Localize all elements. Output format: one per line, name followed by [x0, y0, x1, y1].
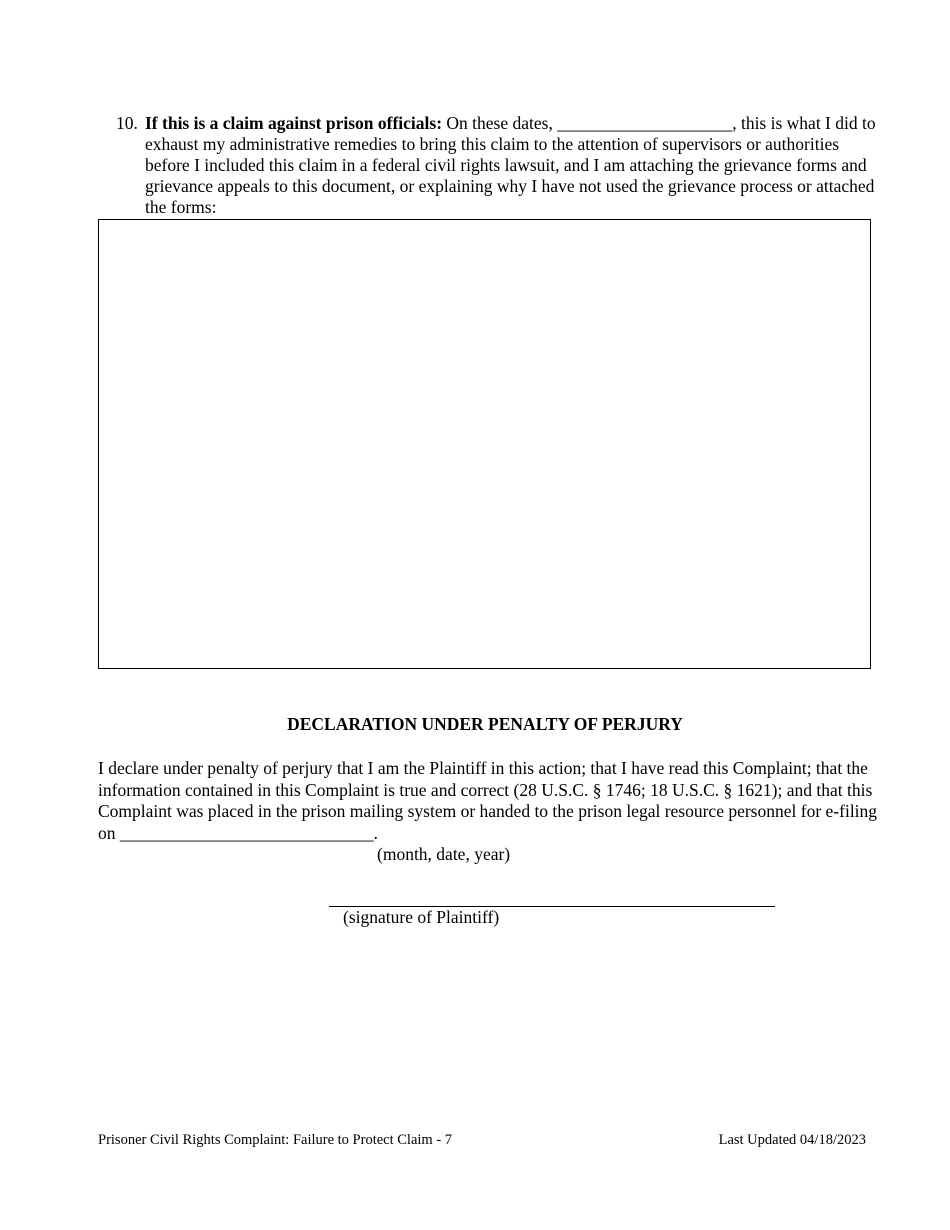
footer-title: Prisoner Civil Rights Complaint: Failure to Protect Claim - 7 — [98, 1132, 453, 1148]
footer-updated-date: Last Updated 04/18/2023 — [718, 1132, 866, 1148]
question-10-text — [145, 113, 876, 218]
signature-caption: (signature of Plaintiff) — [343, 907, 500, 927]
question-body: On these dates, ____________________, this is what I did to exhaust my administrative remedies to bring this claim to the attention of supervisors or authorities before I included this claim in a federal civil rights lawsuit, and I am attaching the grievance forms and grievance appeals to this document, or explaining why I have not used the grievance process or attached the forms: — [145, 113, 876, 217]
question-number: 10. — [116, 113, 138, 133]
declaration-heading: DECLARATION UNDER PENALTY OF PERJURY — [287, 714, 683, 734]
question-lead: If this is a claim against prison officials: — [145, 113, 443, 133]
date-caption: (month, date, year) — [377, 844, 511, 864]
question-10 — [116, 113, 876, 218]
declaration-text: I declare under penalty of perjury that I am the Plaintiff in this action; that I have read this Complaint; that the information contained in this Complaint is true and correct (28 U.S.C. § 1746; 18 U.S.C. § 1621); and that this Complaint was placed in the prison mailing system or handed to the prison legal resource personnel for e-filing on _____________________________. — [98, 758, 878, 843]
exhaustion-answer-box[interactable] — [98, 219, 871, 669]
